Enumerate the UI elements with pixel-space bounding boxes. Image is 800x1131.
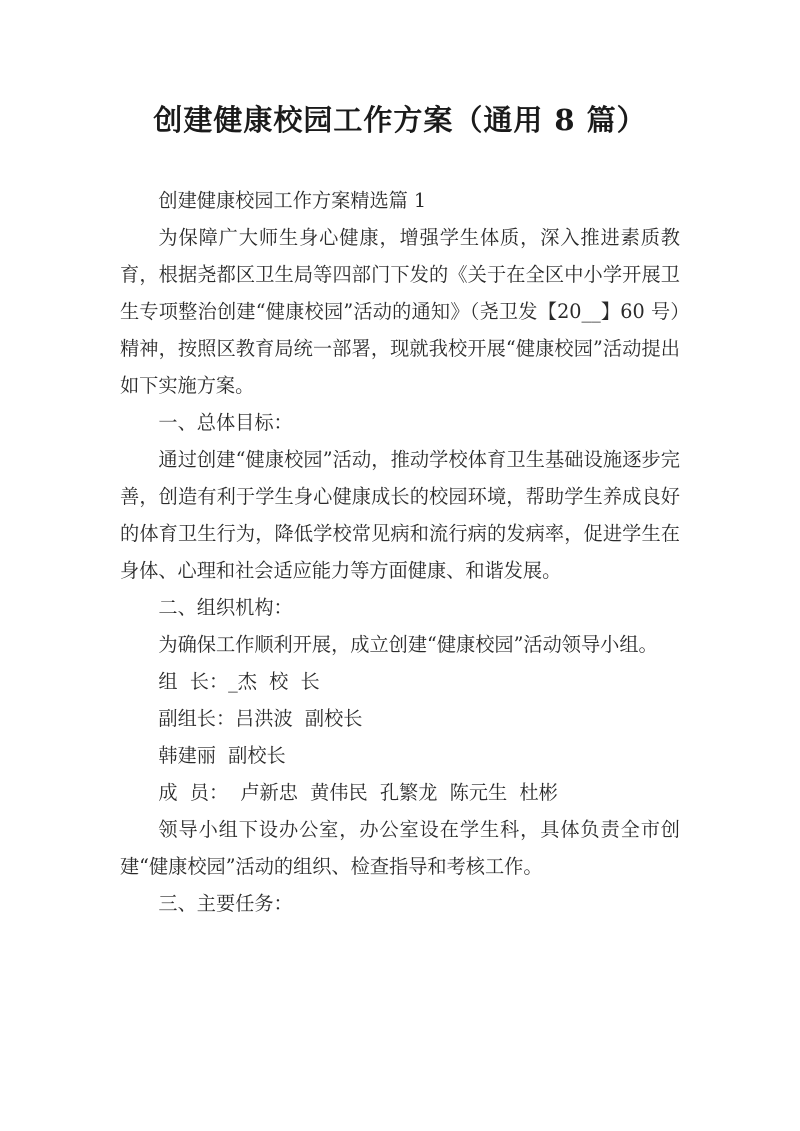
section-heading-tasks: 三、主要任务： bbox=[158, 892, 293, 915]
paragraph-intro: 为保障广大师生身心健康，增强学生体质，深入推进素质教育，根据尧都区卫生局等四部门下发的《关于在全区中小学开展卫生专项整治创建“健康校园”活动的通知》（尧卫发【20__】60 号）精神，按照区教育局统一部署，现就我校开展“健康校园”活动提出如下实施方案。 bbox=[120, 226, 680, 397]
paragraph-organization: 为确保工作顺利开展，成立创建“健康校园”活动领导小组。 bbox=[158, 633, 658, 656]
section-heading: 创建健康校园工作方案精选篇 1 bbox=[158, 189, 427, 212]
document-body bbox=[120, 182, 680, 922]
org-leader-line: 组 长：_杰 校 长 bbox=[158, 670, 320, 693]
section-heading-organization: 二、组织机构： bbox=[158, 596, 293, 619]
org-deputy-line-2: 韩建丽 副校长 bbox=[158, 744, 286, 767]
document-title: 创建健康校园工作方案（通用 8 篇） bbox=[153, 103, 647, 137]
org-members-line: 成 员： 卢新忠 黄伟民 孔繁龙 陈元生 杜彬 bbox=[158, 781, 558, 804]
org-deputy-line-1: 副组长：吕洪波 副校长 bbox=[158, 707, 363, 730]
section-heading-goals: 一、总体目标： bbox=[158, 411, 293, 434]
paragraph-office: 领导小组下设办公室，办公室设在学生科，具体负责全市创建“健康校园”活动的组织、检查指导和考核工作。 bbox=[120, 818, 680, 878]
paragraph-goals: 通过创建“健康校园”活动，推动学校体育卫生基础设施逐步完善，创造有利于学生身心健康成长的校园环境，帮助学生养成良好的体育卫生行为，降低学校常见病和流行病的发病率，促进学生在身体、心理和社会适应能力等方面健康、和谐发展。 bbox=[120, 448, 680, 582]
